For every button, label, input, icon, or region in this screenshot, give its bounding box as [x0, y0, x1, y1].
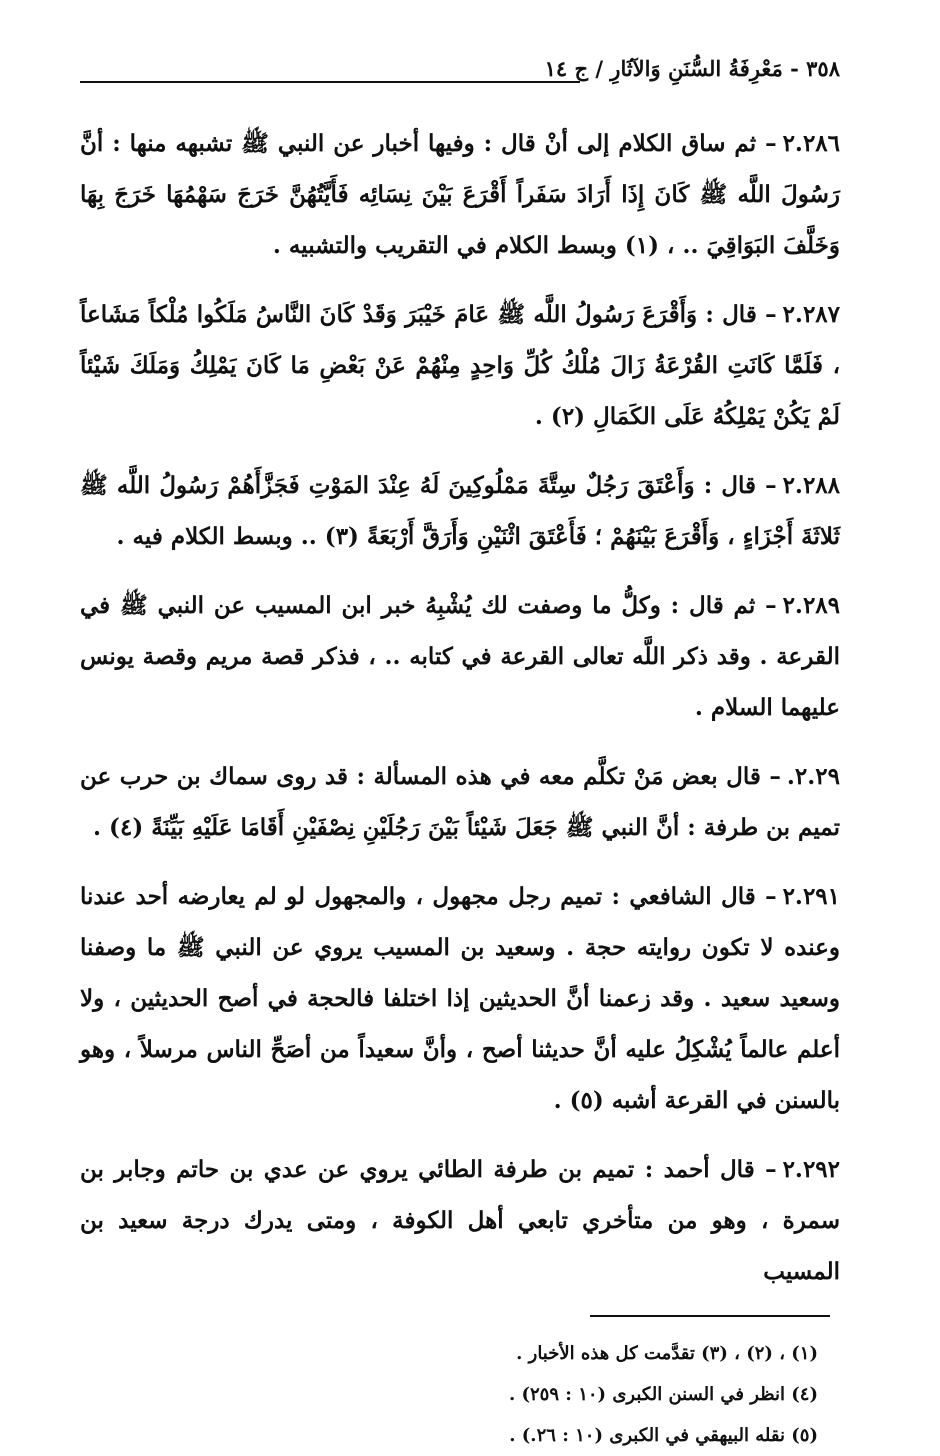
paragraph-text: – ثم قال : وكلُّ ما وصفت لك يُشْبِهُ خبر ابن المسيب عن النبي ﷺ في القرعة . وقد ذكر اللَّه تعالى القرعة في كتابه .. ، فذكر قصة مريم وقصة يونس عليهما السلام .: [80, 592, 840, 721]
paragraph-text: – قال : وَأَقْرَعَ رَسُولُ اللَّه ﷺ عَامَ خَيْبَرَ وَقَدْ كَانَ النَّاسُ مَلَكُوا مُلْكاً مَشَاعاً ، فَلَمَّا كَانَتِ القُرْعَةُ زَالَ مُلْكُ كُلِّ وَاحِدٍ مِنْهُمْ عَنْ بَعْضِ مَا كَانَ يَمْلِكُ وَمَلَكَ شَيْئاً لَمْ يَكُنْ يَمْلِكُهُ عَلَى الكَمَالِ (٢) .: [80, 301, 840, 430]
header-rule: [80, 81, 580, 83]
paragraph-2291: [80, 871, 840, 1126]
footnote-1-3: (١) ، (٢) ، (٣) تقدَّمت كل هذه الأخبار .: [516, 1343, 818, 1364]
paragraph-number: ٢.٢٩١: [782, 883, 840, 910]
paragraph-2292: [80, 1144, 840, 1297]
paragraph-number: ٢.٢٩٢: [782, 1156, 840, 1183]
paragraph-number: ٢.٢٩.: [786, 763, 840, 790]
page-header: [80, 50, 840, 88]
paragraph-number: ٢.٢٨٦: [782, 130, 840, 157]
footnote-5: (٥) نقله البيهقي في الكبرى (١٠ : ٢٦.) .: [509, 1425, 818, 1446]
paragraph-2286: [80, 118, 840, 271]
paragraph-text: – ثم ساق الكلام إلى أنْ قال : وفيها أخبار عن النبي ﷺ تشبهه منها : أنَّ رَسُولَ اللَّه ﷺ كَانَ إِذَا أَرَادَ سَفَراً أَقْرَعَ بَيْنَ نِسَائِه فَأَيَّتُهُنَّ خَرَجَ سَهْمُهَا خَرَجَ بِهَا وَخَلَّفَ البَوَاقِيَ .. ، (١) وبسط الكلام في التقريب والتشبيه .: [80, 130, 840, 259]
paragraph-text: – قال الشافعي : تميم رجل مجهول ، والمجهول لو لم يعارضه أحد عندنا وعنده لا تكون روايته حجة . وسعيد بن المسيب يروي عن النبي ﷺ ما وصفنا وسعيد سعيد . وقد زعمنا أنَّ الحديثين إذا اختلفا فالحجة في أصح الحديثين ، ولا أعلم عالماً يُشْكِلُ عليه أنَّ حديثنا أصح ، وأنَّ سعيداً من أصَحِّ الناس مرسلاً ، وهو بالسنن في القرعة أشبه (٥) .: [80, 883, 840, 1114]
paragraph-text: – قال أحمد : تميم بن طرفة الطائي يروي عن عدي بن حاتم وجابر بن سمرة ، وهو من متأخري تابعي أهل الكوفة ، ومتى يدرك درجة سعيد بن المسيب: [80, 1156, 840, 1285]
paragraph-2289: [80, 580, 840, 733]
paragraph-2290: [80, 751, 840, 853]
paragraph-2288: [80, 460, 840, 562]
footnotes: [80, 1333, 840, 1456]
paragraph-text: – قال بعض مَنْ تكلَّم معه في هذه المسألة : قد روى سماك بن حرب عن تميم بن طرفة : أنَّ النبي ﷺ جَعَلَ شَيْئاً بَيْنَ رَجُلَيْنِ نِصْفَيْنِ أَقَامَا عَلَيْهِ بَيِّنَةً (٤) .: [80, 763, 840, 841]
paragraph-number: ٢.٢٨٩: [782, 592, 840, 619]
paragraph-number: ٢.٢٨٧: [782, 301, 840, 328]
footnote-4: (٤) انظر في السنن الكبرى (١٠ : ٢٥٩) .: [508, 1384, 818, 1405]
paragraph-text: – قال : وَأَعْتَقَ رَجُلٌ سِتَّةَ مَمْلُوكِينَ لَهُ عِنْدَ المَوْتِ فَجَزَّأَهُمْ رَسُولُ اللَّه ﷺ ثَلاثَةَ أَجْزَاءٍ ، وَأَقْرَعَ بَيْنَهُمْ ؛ فَأَعْتَقَ اثْنَيْنِ وَأَرَقَّ أَرْبَعَةً (٣) .. وبسط الكلام فيه .: [80, 472, 840, 550]
footnote-rule: [590, 1315, 830, 1317]
paragraph-2287: [80, 289, 840, 442]
body-text: [80, 118, 840, 1297]
running-header: ٣٥٨ - مَعْرِفَةُ السُّنَنِ وَالآثَارِ / ج ١٤: [544, 56, 840, 81]
document-page: [80, 50, 840, 1456]
paragraph-number: ٢.٢٨٨: [782, 472, 840, 499]
